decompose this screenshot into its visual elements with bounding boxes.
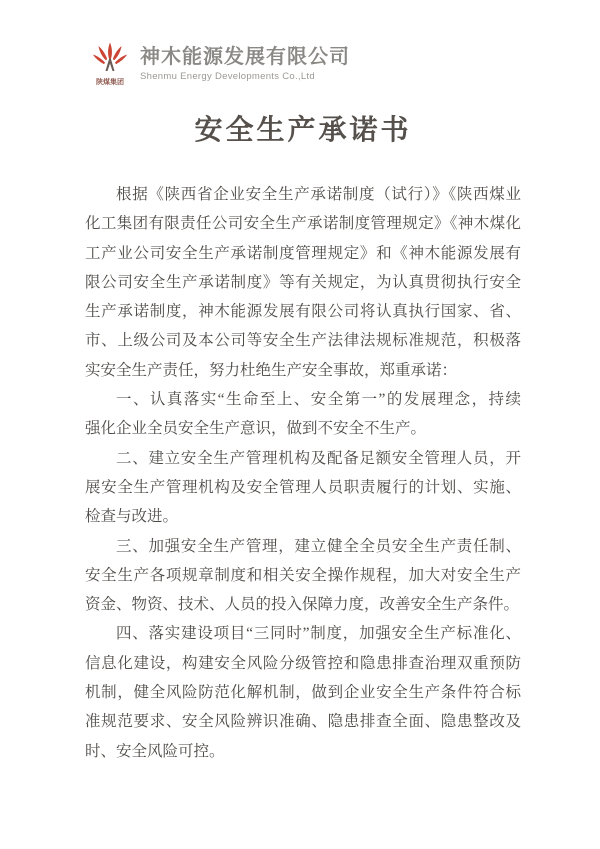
paragraph <box>85 532 521 620</box>
paragraph <box>85 444 521 532</box>
body-line: 根据《陕西省企业安全生产承诺制度（试行）》《陕西煤业 <box>116 186 521 203</box>
company-name-en: Shenmu Energy Developments Co.,Ltd <box>140 71 315 82</box>
document-body <box>85 180 521 766</box>
body-line: 安全生产各项规章制度和相关安全操作规程，加大对安全生产 <box>85 566 521 584</box>
paragraph <box>85 180 521 385</box>
body-line: 三、加强安全生产管理，建立健全全员安全生产责任制、 <box>116 537 521 555</box>
body-line: 实安全生产责任，努力杜绝生产安全事故，郑重承诺： <box>85 361 458 379</box>
paragraph <box>85 619 521 765</box>
letterhead <box>90 42 350 87</box>
company-logo-icon <box>92 42 128 72</box>
body-line: 生产承诺制度，神木能源发展有限公司将认真执行国家、省、 <box>85 303 521 321</box>
body-line: 强化企业全员安全生产意识，做到不安全不生产。 <box>85 420 427 438</box>
page-title: 安全生产承诺书 <box>194 115 412 146</box>
body-line: 信息化建设，构建安全风险分级管控和隐患排查治理双重预防 <box>85 654 521 672</box>
logo-caption: 陕煤集团 <box>96 79 124 86</box>
body-line: 二、建立安全生产管理机构及配备足额安全管理人员，开 <box>116 449 521 467</box>
company-logo <box>90 42 130 87</box>
body-line: 检查与改进。 <box>85 508 179 526</box>
body-line: 资金、物资、技术、人员的投入保障力度，改善安全生产条件。 <box>85 596 520 614</box>
body-line: 一、认真落实“生命至上、安全第一”的发展理念，持续 <box>116 391 521 409</box>
body-line: 机制，健全风险防范化解机制，做到企业安全生产条件符合标 <box>85 684 521 702</box>
body-line: 展安全生产管理机构及安全管理人员职责履行的计划、实施、 <box>85 478 521 496</box>
paragraph <box>85 385 521 444</box>
body-line: 市、上级公司及本公司等安全生产法律法规标准规范，积极落 <box>85 332 521 350</box>
company-name-block <box>140 42 350 82</box>
body-line: 限公司安全生产承诺制度》等有关规定，为认真贯彻执行安全 <box>85 273 521 291</box>
body-line: 时、安全风险可控。 <box>85 742 225 760</box>
body-line: 四、落实建设项目“三同时”制度，加强安全生产标准化、 <box>116 625 521 643</box>
company-name-cn: 神木能源发展有限公司 <box>140 46 350 68</box>
body-line: 准规范要求、安全风险辨识准确、隐患排查全面、隐患整改及 <box>85 713 521 731</box>
body-line: 工产业公司安全生产承诺制度管理规定》和《神木能源发展有 <box>85 244 521 262</box>
body-line: 化工集团有限责任公司安全生产承诺制度管理规定》《神木煤化 <box>85 215 521 233</box>
